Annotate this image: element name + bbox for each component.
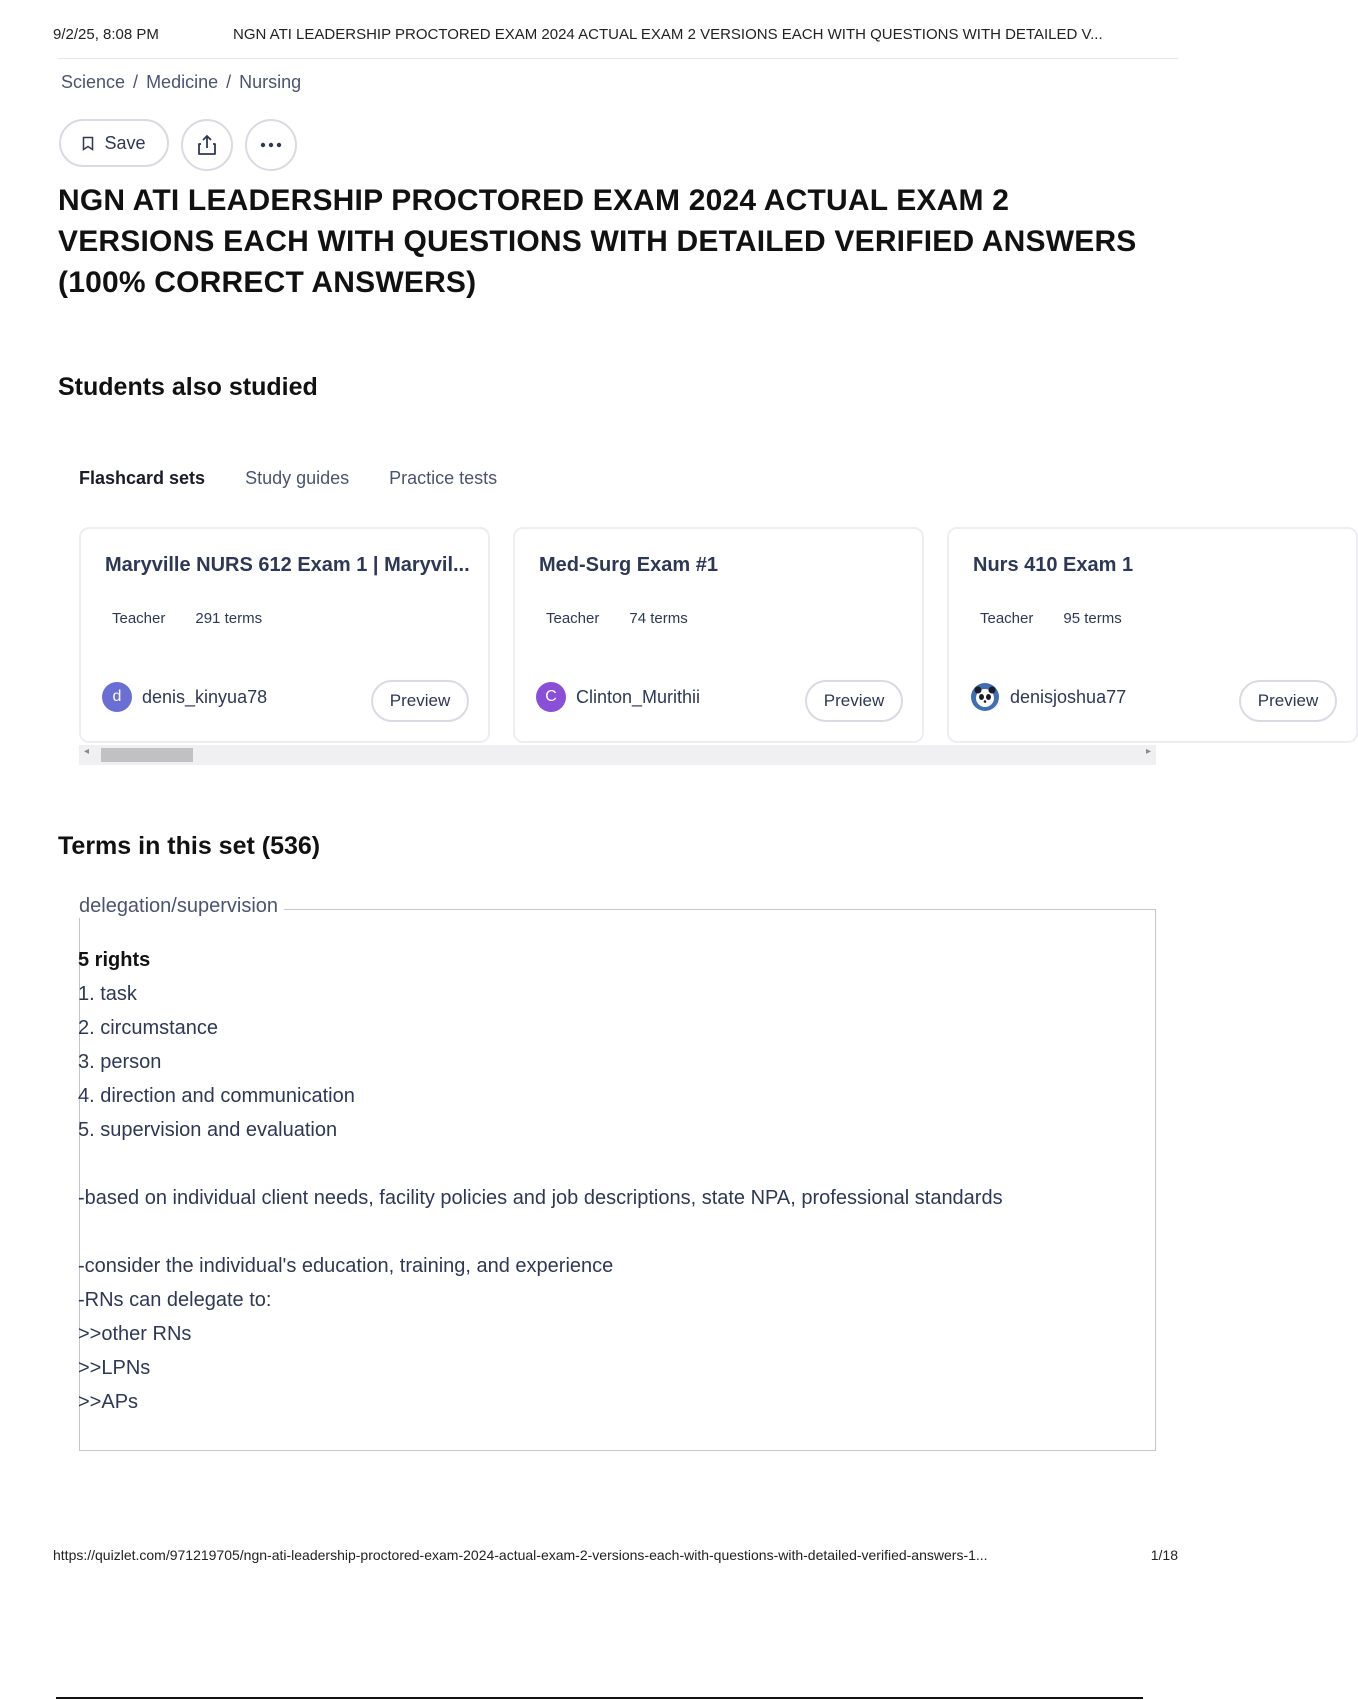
card-role: Teacher — [112, 610, 166, 627]
card-role: Teacher — [546, 610, 600, 627]
card-role: Teacher — [980, 610, 1034, 627]
more-options-button[interactable] — [245, 119, 297, 171]
preview-button[interactable]: Preview — [371, 680, 469, 722]
horizontal-scrollbar[interactable] — [79, 745, 1156, 765]
definition-heading: 5 rights — [78, 949, 151, 971]
print-timestamp: 9/2/25, 8:08 PM — [53, 26, 159, 43]
author-name: denisjoshua77 — [1010, 686, 1127, 707]
tab-flashcard-sets[interactable]: Flashcard sets — [79, 468, 206, 488]
print-url: https://quizlet.com/971219705/ngn-ati-leadership-proctored-exam-2024-actual-exam-2-versions-each-with-questions-with-detailed-verified-answers-1... — [53, 1547, 988, 1563]
save-button[interactable] — [59, 119, 169, 167]
breadcrumb-science[interactable]: Science — [61, 72, 126, 92]
terms-in-set-heading: Terms in this set (536) — [58, 832, 321, 860]
preview-button[interactable]: Preview — [805, 680, 903, 722]
tab-study-guides[interactable]: Study guides — [245, 468, 350, 488]
breadcrumb-nursing[interactable]: Nursing — [239, 72, 302, 92]
print-footer — [53, 1547, 1178, 1563]
scroll-right-arrow-icon[interactable]: ▸ — [1145, 746, 1151, 757]
study-type-tabs — [79, 468, 497, 489]
card-term-count: 74 terms — [629, 610, 688, 627]
card-term-count: 95 terms — [1063, 610, 1122, 627]
save-label: Save — [104, 132, 146, 153]
study-set-card[interactable] — [79, 527, 490, 743]
share-icon — [197, 134, 217, 156]
author-name: denis_kinyua78 — [142, 686, 268, 707]
term-word: delegation/supervision — [79, 895, 284, 918]
share-button[interactable] — [181, 119, 233, 171]
study-set-card[interactable] — [513, 527, 924, 743]
study-set-card[interactable] — [947, 527, 1358, 743]
author-name: Clinton_Murithii — [576, 686, 701, 707]
print-doc-title: NGN ATI LEADERSHIP PROCTORED EXAM 2024 ACTUAL EXAM 2 VERSIONS EACH WITH QUESTIONS WITH DETAILED V... — [233, 26, 1103, 43]
avatar: d — [102, 682, 132, 712]
card-meta — [980, 610, 1122, 627]
page-bottom-divider — [56, 1697, 1143, 1699]
breadcrumb — [61, 72, 301, 93]
avatar: C — [536, 682, 566, 712]
bookmark-icon — [82, 136, 94, 151]
definition-body: 1. task 2. circumstance 3. person 4. direction and communication 5. supervision and evaluation -based on individual client needs, facility policies and job descriptions, state NPA, professional standards -consider the individual's education, training, and experience -RNs can delegate to: >>other RNs >>LPNs >>APs — [78, 983, 1003, 1413]
page-title: NGN ATI LEADERSHIP PROCTORED EXAM 2024 ACTUAL EXAM 2 VERSIONS EACH WITH QUESTIONS WITH DETAILED VERIFIED ANSWERS (100% CORRECT ANSWERS) — [58, 184, 1137, 299]
card-title[interactable]: Nurs 410 Exam 1 — [973, 554, 1134, 576]
more-icon — [260, 142, 282, 148]
card-author[interactable] — [102, 682, 267, 712]
related-sets-carousel — [79, 527, 1319, 767]
card-title[interactable]: Med-Surg Exam #1 — [539, 554, 718, 576]
card-author[interactable] — [536, 682, 700, 712]
page-number: 1/18 — [1150, 1547, 1178, 1563]
set-actions — [59, 119, 297, 171]
breadcrumb-separator: / — [226, 72, 232, 92]
card-title[interactable]: Maryville NURS 612 Exam 1 | Maryvil... — [105, 554, 470, 576]
tab-practice-tests[interactable]: Practice tests — [389, 468, 498, 488]
breadcrumb-separator: / — [133, 72, 139, 92]
preview-button[interactable]: Preview — [1239, 680, 1337, 722]
card-track — [79, 527, 1319, 743]
card-author[interactable] — [970, 682, 1126, 712]
term-definition — [78, 943, 1128, 1419]
students-also-studied-heading: Students also studied — [58, 373, 318, 401]
header-divider — [58, 58, 1178, 59]
card-meta — [112, 610, 262, 627]
scroll-left-arrow-icon[interactable]: ◂ — [84, 746, 90, 757]
panda-avatar-icon — [970, 682, 1000, 712]
print-header — [53, 26, 1178, 43]
breadcrumb-medicine[interactable]: Medicine — [146, 72, 219, 92]
card-term-count: 291 terms — [195, 610, 263, 627]
scrollbar-thumb[interactable] — [101, 748, 193, 762]
card-meta — [546, 610, 688, 627]
